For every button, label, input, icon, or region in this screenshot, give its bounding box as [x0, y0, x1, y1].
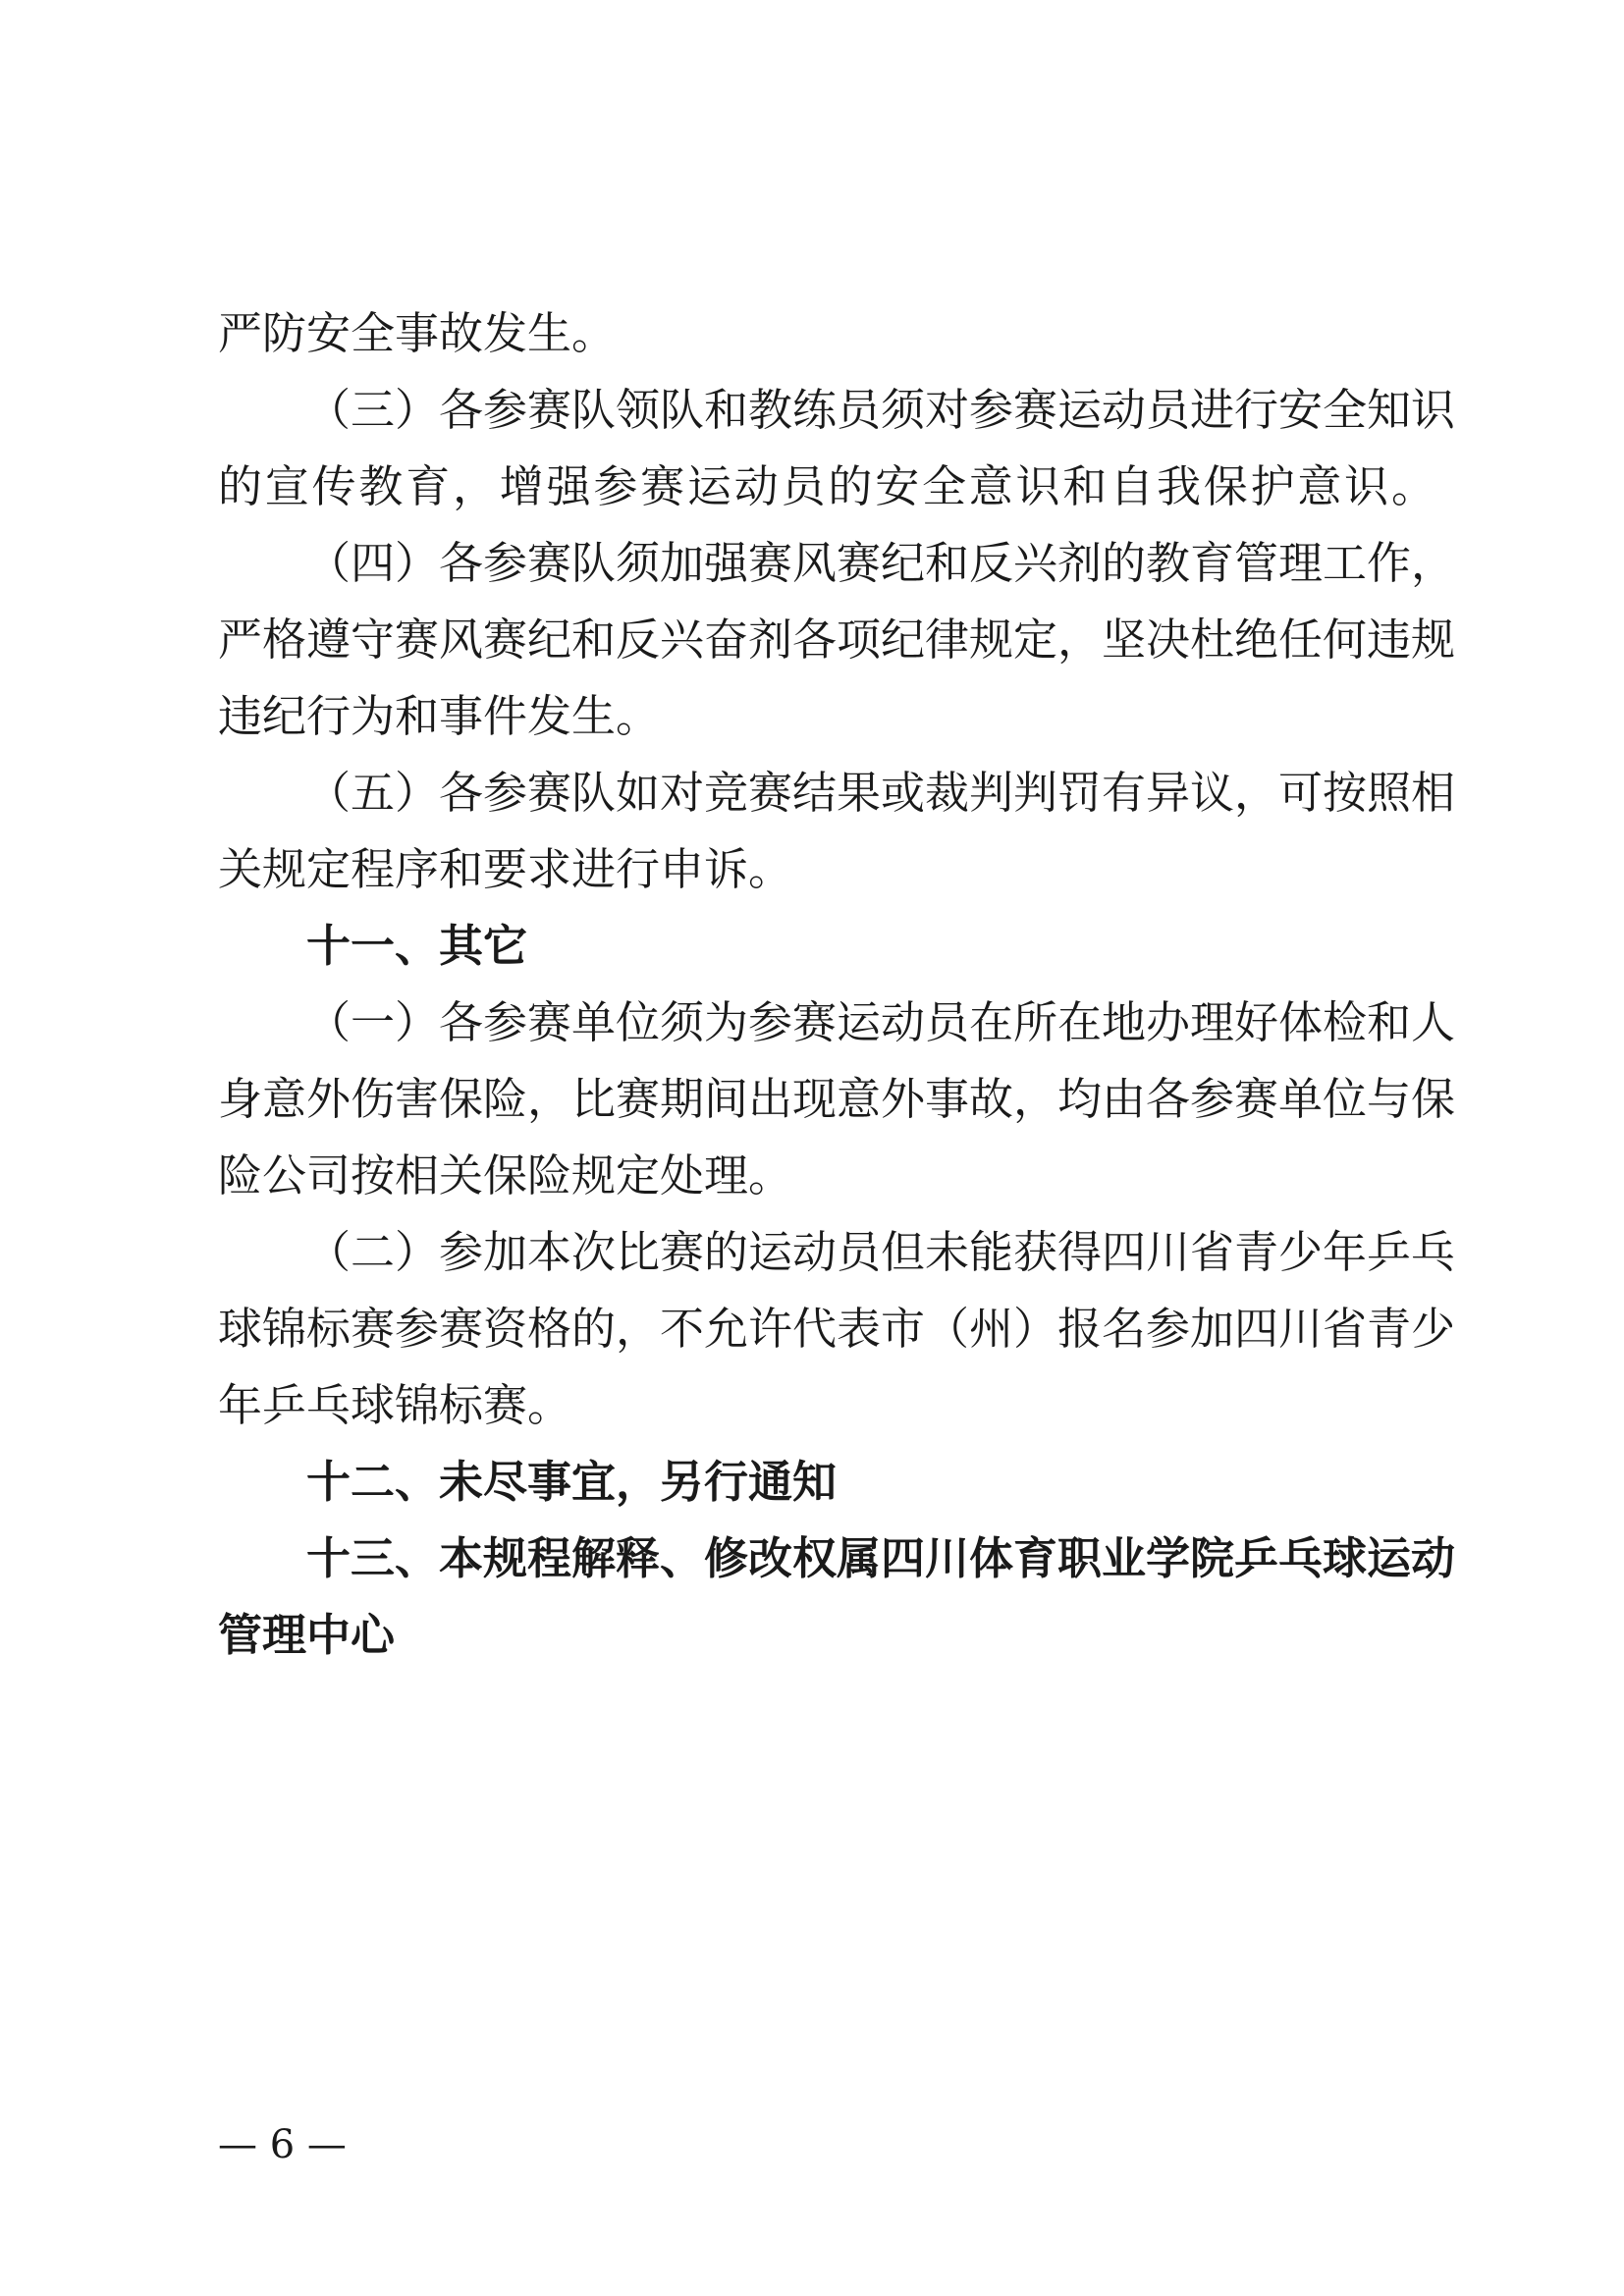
body-line: 年乒乓球锦标赛。	[218, 1379, 572, 1431]
body-line: 球锦标赛参赛资格的，不允许代表市（州）报名参加四川省青少	[218, 1303, 1456, 1355]
body-line: 的宣传教育，增强参赛运动员的安全意识和自我保护意识。	[218, 460, 1435, 512]
body-line: （四）各参赛队须加强赛风赛纪和反兴剂的教育管理工作，	[306, 537, 1456, 589]
body-line: 违纪行为和事件发生。	[218, 690, 661, 742]
body-line: 险公司按相关保险规定处理。	[218, 1149, 793, 1201]
body-line: （五）各参赛队如对竞赛结果或裁判判罚有异议，可按照相	[306, 767, 1456, 819]
section-heading: 十一、其它	[306, 920, 528, 972]
section-heading: 十二、未尽事宜，另行通知	[306, 1456, 838, 1508]
body-line: 身意外伤害保险，比赛期间出现意外事故，均由各参赛单位与保	[218, 1073, 1456, 1125]
section-heading: 管理中心	[218, 1609, 396, 1661]
body-line: 关规定程序和要求进行申诉。	[218, 843, 793, 895]
section-heading: 十三、本规程解释、修改权属四川体育职业学院乒乓球运动	[306, 1532, 1456, 1584]
body-line: （三）各参赛队领队和教练员须对参赛运动员进行安全知识	[306, 384, 1456, 436]
body-line: （一）各参赛单位须为参赛运动员在所在地办理好体检和人	[306, 996, 1456, 1048]
body-line: （二）参加本次比赛的运动员但未能获得四川省青少年乒乓	[306, 1226, 1456, 1278]
page-number: — 6 —	[218, 2122, 347, 2167]
body-line: 严防安全事故发生。	[218, 307, 617, 359]
body-line: 严格遵守赛风赛纪和反兴奋剂各项纪律规定，坚决杜绝任何违规	[218, 614, 1456, 666]
